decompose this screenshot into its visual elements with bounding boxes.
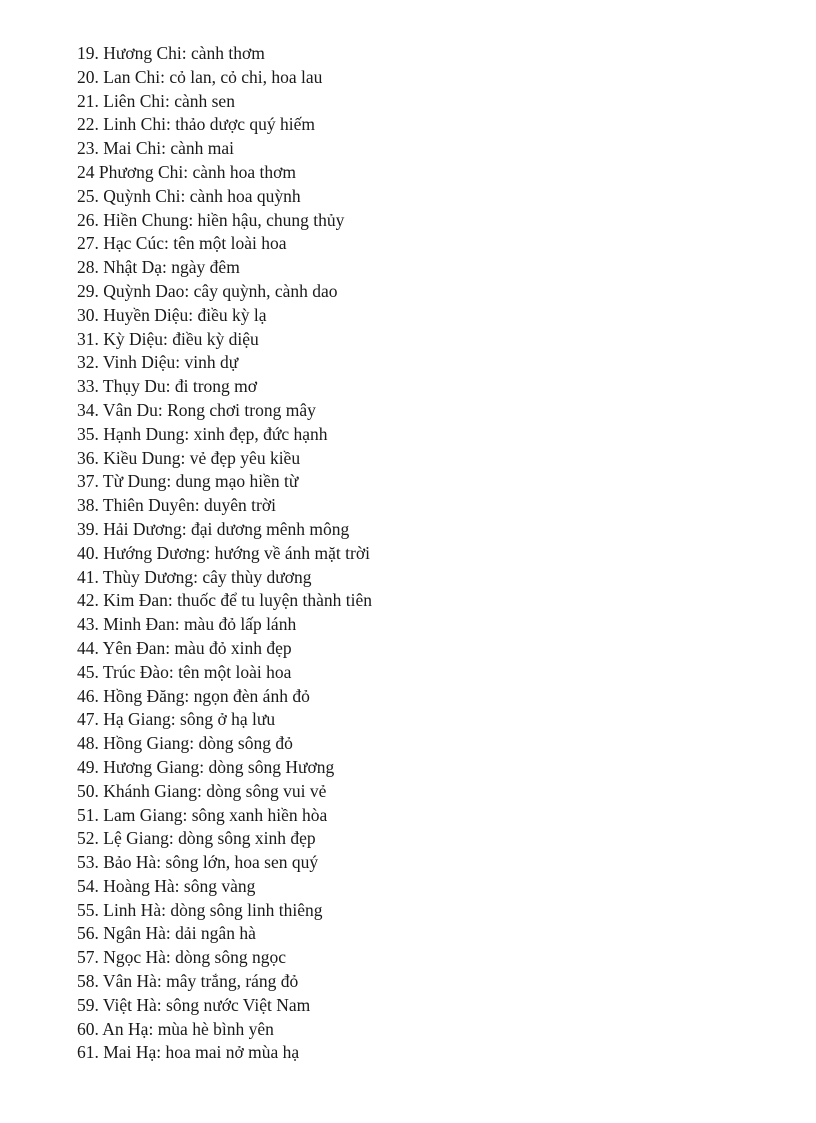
list-item: 61. Mai Hạ: hoa mai nở mùa hạ	[77, 1042, 300, 1063]
list-item: 26. Hiền Chung: hiền hậu, chung thủy	[77, 209, 345, 230]
list-item: 34. Vân Du: Rong chơi trong mây	[77, 399, 316, 420]
list-item: 23. Mai Chi: cành mai	[77, 138, 234, 159]
list-item: 30. Huyền Diệu: điều kỳ lạ	[77, 304, 267, 325]
list-item: 46. Hồng Đăng: ngọn đèn ánh đỏ	[77, 685, 310, 706]
list-item: 28. Nhật Dạ: ngày đêm	[77, 257, 240, 278]
list-item: 22. Linh Chi: thảo dược quý hiếm	[77, 114, 315, 135]
list-item: 35. Hạnh Dung: xinh đẹp, đức hạnh	[77, 423, 328, 444]
list-item: 31. Kỳ Diệu: điều kỳ diệu	[77, 328, 259, 349]
list-item: 52. Lệ Giang: dòng sông xinh đẹp	[77, 828, 316, 849]
list-item: 58. Vân Hà: mây trắng, ráng đỏ	[77, 971, 299, 992]
list-item: 49. Hương Giang: dòng sông Hương	[77, 756, 335, 777]
list-item: 44. Yên Đan: màu đỏ xinh đẹp	[77, 637, 292, 658]
list-item: 47. Hạ Giang: sông ở hạ lưu	[77, 709, 276, 730]
list-item: 42. Kim Đan: thuốc để tu luyện thành tiên	[77, 590, 373, 611]
list-item: 50. Khánh Giang: dòng sông vui vẻ	[77, 780, 327, 801]
list-item: 43. Minh Đan: màu đỏ lấp lánh	[77, 614, 297, 635]
list-item: 19. Hương Chi: cành thơm	[77, 43, 265, 63]
list-item: 36. Kiều Dung: vẻ đẹp yêu kiều	[77, 447, 301, 468]
list-item: 38. Thiên Duyên: duyên trời	[77, 495, 276, 516]
list-item: 29. Quỳnh Dao: cây quỳnh, cành dao	[77, 280, 338, 301]
list-item: 54. Hoàng Hà: sông vàng	[77, 875, 256, 896]
list-item: 51. Lam Giang: sông xanh hiền hòa	[77, 804, 328, 825]
list-item: 40. Hướng Dương: hướng về ánh mặt trời	[77, 542, 370, 563]
list-item: 48. Hồng Giang: dòng sông đỏ	[77, 733, 293, 754]
list-item: 21. Liên Chi: cành sen	[77, 90, 235, 111]
list-item: 60. An Hạ: mùa hè bình yên	[77, 1018, 274, 1039]
list-item: 59. Việt Hà: sông nước Việt Nam	[77, 994, 311, 1015]
list-item: 37. Từ Dung: dung mạo hiền từ	[77, 471, 299, 492]
list-item: 56. Ngân Hà: dải ngân hà	[77, 923, 256, 944]
list-item: 20. Lan Chi: cỏ lan, cỏ chi, hoa lau	[77, 66, 323, 87]
list-item: 33. Thụy Du: đi trong mơ	[77, 376, 258, 397]
list-item: 32. Vinh Diệu: vinh dự	[77, 352, 239, 373]
name-meaning-list	[77, 42, 372, 1065]
list-item: 41. Thùy Dương: cây thùy dương	[77, 566, 312, 587]
list-item: 53. Bảo Hà: sông lớn, hoa sen quý	[77, 852, 319, 873]
list-item: 55. Linh Hà: dòng sông linh thiêng	[77, 899, 323, 920]
list-item: 25. Quỳnh Chi: cành hoa quỳnh	[77, 185, 301, 206]
list-item: 57. Ngọc Hà: dòng sông ngọc	[77, 947, 287, 968]
list-item: 39. Hải Dương: đại dương mênh mông	[77, 518, 350, 539]
list-item: 45. Trúc Đào: tên một loài hoa	[77, 661, 292, 682]
list-item: 27. Hạc Cúc: tên một loài hoa	[77, 233, 287, 254]
list-item: 24 Phương Chi: cành hoa thơm	[77, 161, 297, 182]
